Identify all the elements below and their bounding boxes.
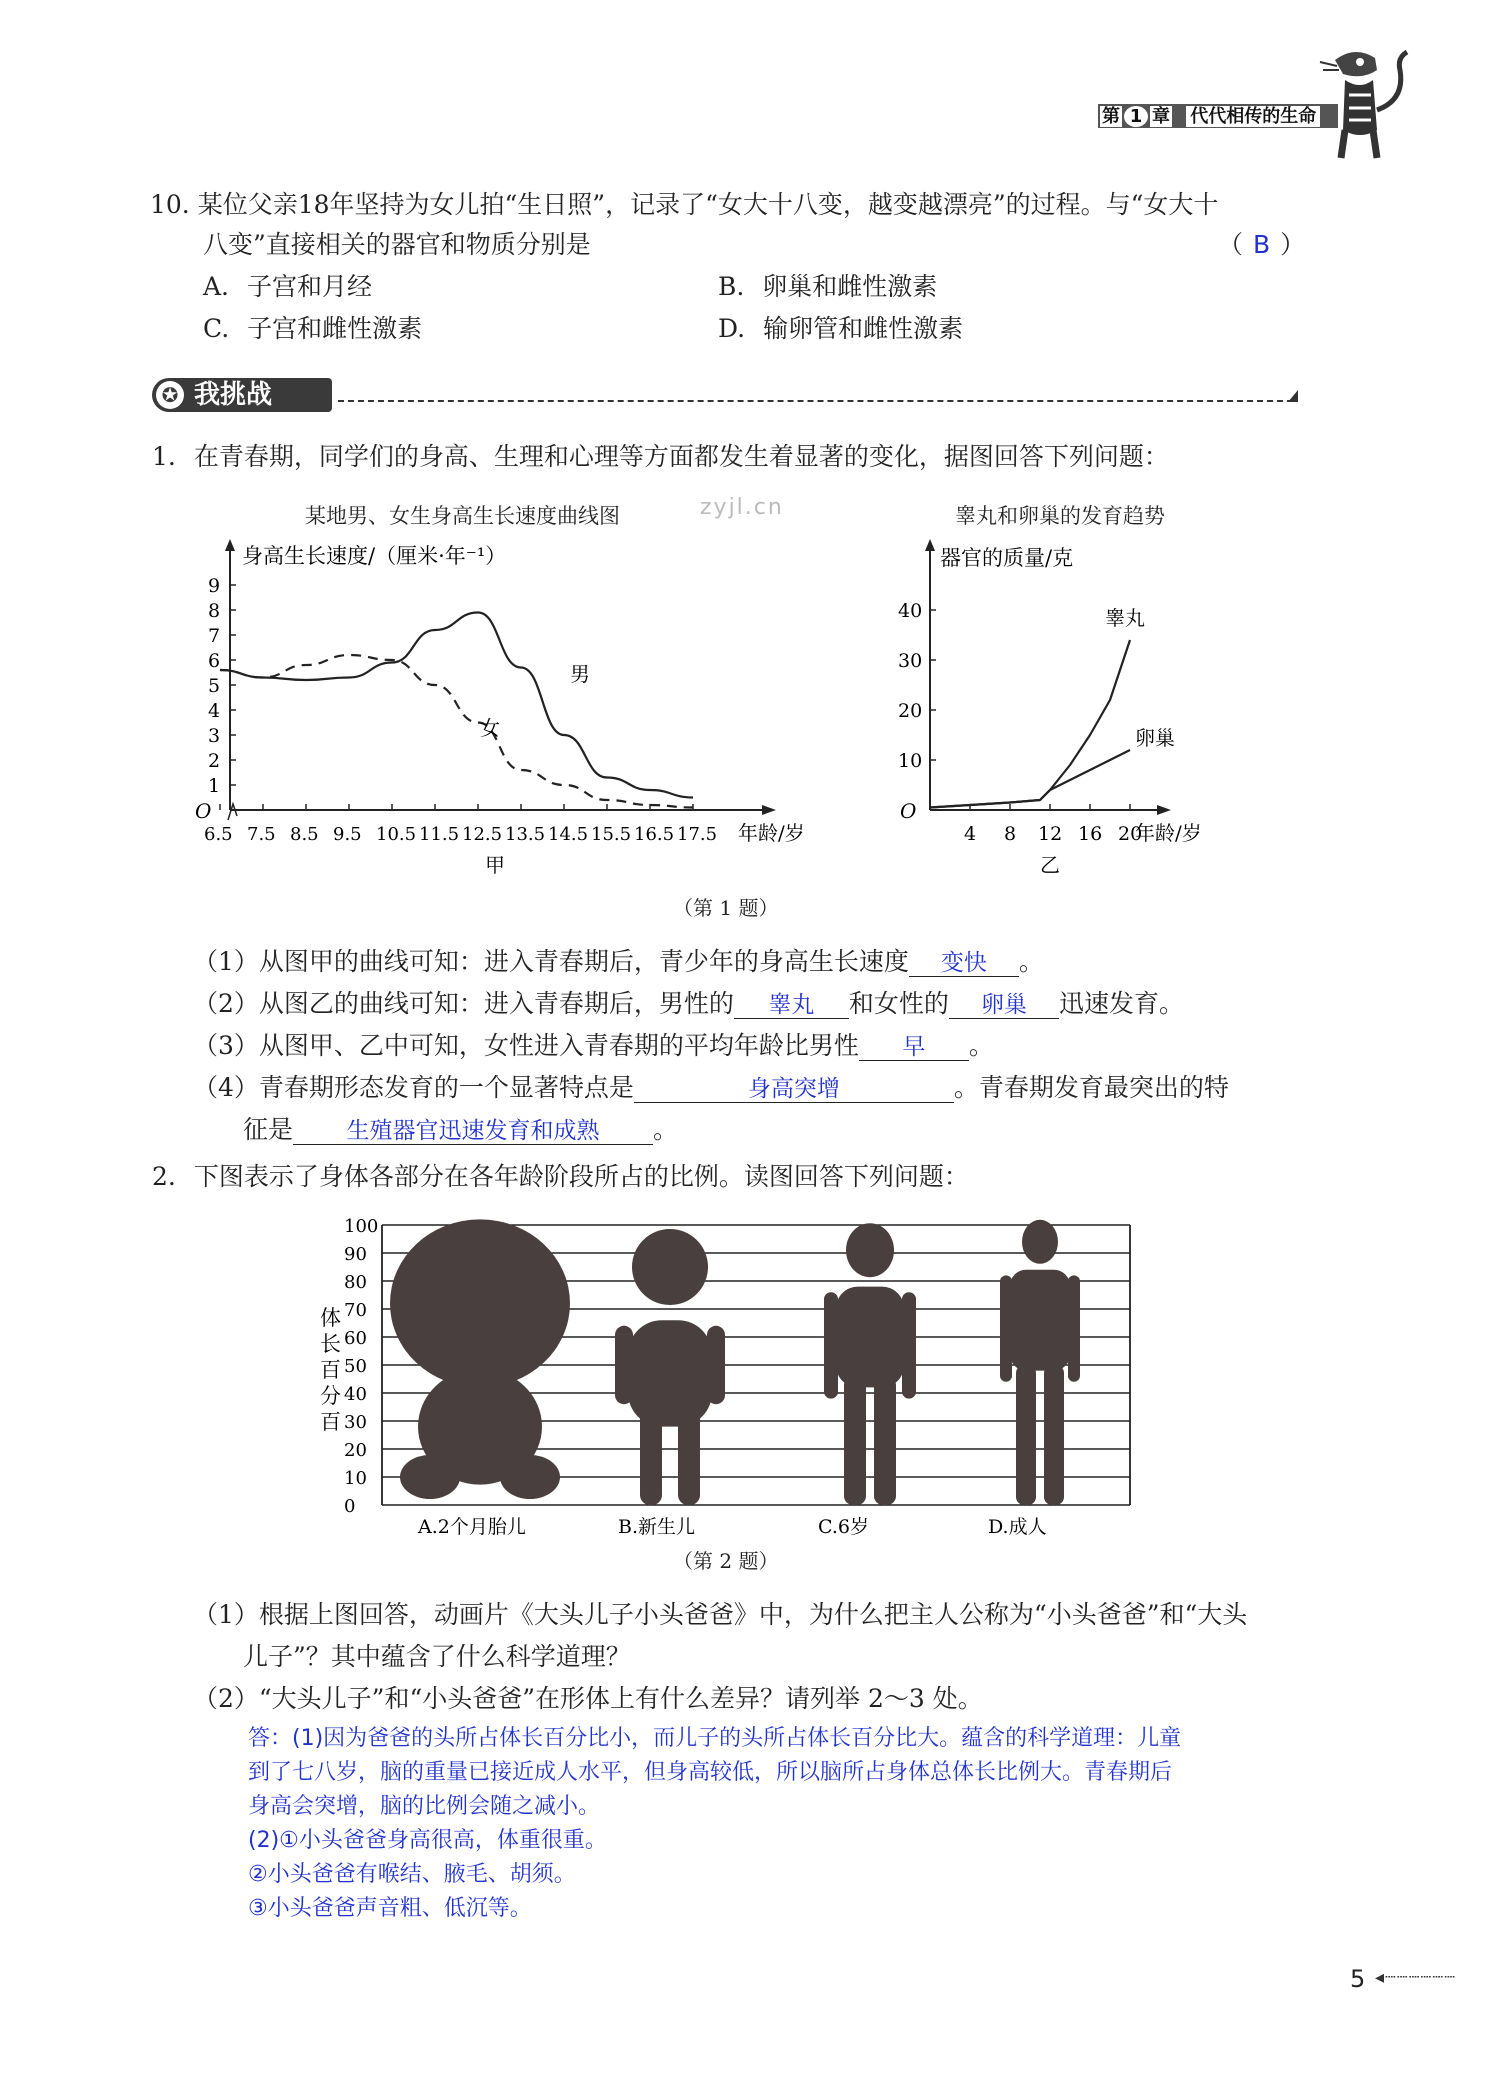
question-number: 10.	[150, 190, 190, 219]
x-tick-label: 9.5	[333, 824, 362, 845]
y-tick-label: 30	[898, 650, 923, 672]
y-tick-label: 5	[208, 675, 221, 697]
figure-2-caption: （第 2 题）	[673, 1549, 779, 1573]
y-tick-label: 40	[898, 600, 923, 622]
y-tick-label: 4	[208, 700, 221, 722]
q2-sub2: （2）“大头儿子”和“小头爸爸”在形体上有什么差异？请列举 2～3 处。	[193, 1684, 983, 1713]
section-header	[152, 378, 1302, 418]
chapter-number: 1	[1124, 106, 1148, 127]
y-axis-label: 身高生长速度/（厘米·年⁻¹）	[242, 544, 507, 568]
category-label: D.成人	[988, 1516, 1047, 1538]
watermark: zyjl.cn	[700, 495, 784, 520]
figure-child-head	[846, 1223, 894, 1277]
y-tick-label: 100	[344, 1216, 379, 1237]
y-axis-label-char: 长	[320, 1332, 341, 1356]
sub-text: 征是	[243, 1115, 294, 1144]
y-tick-label: 80	[344, 1272, 367, 1293]
option-text: 子宫和雌性激素	[247, 314, 423, 343]
sub-text: （3）从图甲、乙中可知，女性进入青春期的平均年龄比男性	[193, 1031, 859, 1060]
q1-sub3	[193, 1029, 994, 1063]
y-tick-label: 70	[344, 1300, 367, 1321]
section-title: 我挑战	[194, 380, 273, 410]
x-tick-label: 8.5	[290, 824, 319, 845]
question-2	[152, 1160, 969, 1194]
fill-blank: 生殖器官迅速发育和成熟	[293, 1118, 653, 1145]
series-line-testis	[930, 640, 1130, 808]
y-tick-label: 30	[344, 1412, 367, 1433]
chapter-prefix: 第	[1102, 106, 1120, 127]
figure-child-leg	[844, 1376, 866, 1505]
category-label: C.6岁	[818, 1516, 869, 1538]
answer-line: 到了七八岁，脑的重量已接近成人水平，但身高较低，所以脑所占身体总体长比例大。青春期后	[248, 1760, 1173, 1785]
option-text: 输卵管和雌性激素	[763, 314, 964, 343]
y-tick-label: 6	[208, 650, 221, 672]
y-axis-label-char: 分	[320, 1384, 341, 1408]
fill-blank: 早	[859, 1034, 969, 1061]
sub-text: （4）青春期形态发育的一个显著特点是	[193, 1073, 634, 1102]
x-tick-label: 10.5	[376, 824, 417, 845]
series-line-ovary	[930, 750, 1130, 808]
series-label-female: 女	[480, 716, 500, 740]
q1-sub1	[193, 945, 1044, 979]
sub-text: 。青春期发育最突出的特	[953, 1073, 1229, 1102]
sub-text: 。	[1018, 947, 1044, 976]
y-tick-label: 60	[344, 1328, 367, 1349]
q1-sub4	[193, 1071, 1229, 1105]
figure-adult-leg	[1016, 1365, 1036, 1505]
answer-bracket	[1218, 228, 1305, 262]
q2-answer	[248, 1722, 1181, 1926]
y-tick-label: 40	[344, 1384, 367, 1405]
figure-fetus-leg	[400, 1455, 460, 1499]
option-label: C.	[203, 314, 230, 343]
question-text: 在青春期，同学们的身高、生理和心理等方面都发生着显著的变化，据图回答下列问题：	[193, 442, 1169, 471]
figure-newborn-head	[632, 1229, 708, 1305]
answer-line: 答：(1)因为爸爸的头所占体长百分比小，而儿子的头所占体长百分比大。蕴含的科学道理：儿童	[248, 1726, 1182, 1751]
y-axis-label-char: 体	[320, 1306, 341, 1330]
tiger-mascot-icon	[1315, 40, 1415, 170]
x-tick-label: 4	[964, 823, 977, 845]
sub-text: （1）从图甲的曲线可知：进入青春期后，青少年的身高生长速度	[193, 947, 909, 976]
x-tick-label: 8	[1004, 823, 1017, 845]
chart-sublabel: 甲	[485, 853, 505, 877]
question-text: 下图表示了身体各部分在各年龄阶段所占的比例。读图回答下列问题：	[193, 1162, 969, 1191]
question-1	[152, 440, 1169, 474]
x-tick-label: 14.5	[548, 824, 589, 845]
y-tick-label: 20	[898, 700, 923, 722]
q1-sub2	[193, 987, 1184, 1021]
option-text: 子宫和月经	[246, 272, 372, 301]
x-axis-arrow	[1157, 805, 1171, 815]
option-a	[203, 270, 372, 304]
origin-label: O	[900, 799, 917, 823]
option-label: A.	[203, 272, 230, 301]
y-tick-label: 7	[208, 625, 221, 647]
figure-adult-arm	[1000, 1275, 1012, 1381]
question-text: 八变”直接相关的器官和物质分别是	[203, 230, 591, 259]
answer-line: ②小头爸爸有喉结、腋毛、胡须。	[248, 1862, 576, 1887]
q2-sub1-line2: 儿子”？其中蕴含了什么科学道理？	[243, 1642, 631, 1671]
section-divider-arrow	[1288, 390, 1298, 402]
chart-jia	[180, 535, 840, 895]
x-axis-label: 年龄/岁	[1135, 821, 1202, 845]
figure-adult-leg	[1044, 1365, 1064, 1505]
fill-blank: 身高突增	[634, 1076, 954, 1103]
y-axis-arrow	[225, 539, 235, 551]
chapter-header	[1100, 102, 1320, 130]
figure-fetus-head	[390, 1219, 570, 1387]
option-d	[718, 312, 963, 346]
sub-text: 。	[653, 1115, 679, 1144]
option-b	[718, 270, 937, 304]
x-tick-label: 20	[1118, 823, 1143, 845]
figure-newborn-arm	[707, 1326, 725, 1404]
origin-label: O	[195, 799, 212, 823]
bracket-close: ）	[1280, 230, 1306, 259]
figure-child-arm	[824, 1292, 838, 1398]
figure-newborn-leg	[640, 1410, 662, 1505]
question-10-line2	[203, 228, 591, 262]
page-number: 5	[1350, 1965, 1366, 1993]
chart-jia-title: 某地男、女生身高生长速度曲线图	[305, 504, 620, 528]
choice-answer: B	[1253, 230, 1271, 259]
q2-sub1: （1）根据上图回答，动画片《大头儿子小头爸爸》中，为什么把主人公称为“小头爸爸”和“大头	[193, 1600, 1248, 1629]
fill-blank: 变快	[909, 950, 1019, 977]
category-label: A.2个月胎儿	[418, 1516, 526, 1538]
figure-adult-body	[1010, 1270, 1070, 1371]
x-axis-label: 年龄/岁	[738, 821, 805, 845]
chart-body-proportion	[310, 1205, 1160, 1545]
y-axis-label-char: 百	[320, 1358, 341, 1382]
y-tick-label: 10	[898, 750, 923, 772]
answer-line: (2)①小头爸爸身高很高，体重很重。	[248, 1828, 607, 1853]
x-tick-label: 12.5	[462, 824, 503, 845]
x-axis-arrow	[762, 805, 776, 815]
answer-line: 身高会突增，脑的比例会随之减小。	[248, 1794, 601, 1819]
chapter-suffix: 章	[1152, 106, 1170, 127]
sub-text: （2）从图乙的曲线可知：进入青春期后，男性的	[193, 989, 734, 1018]
x-tick-label: 15.5	[591, 824, 632, 845]
x-tick-label: 16.5	[634, 824, 675, 845]
y-tick-label: 90	[344, 1244, 367, 1265]
question-number: 2.	[152, 1162, 176, 1191]
chart-yi-title: 睾丸和卵巢的发育趋势	[955, 504, 1165, 528]
y-axis-label: 器官的质量/克	[940, 546, 1074, 570]
y-tick-label: 1	[208, 775, 221, 797]
sub-text: 。	[968, 1031, 994, 1060]
figure-adult-head	[1022, 1220, 1058, 1264]
fill-blank: 睾丸	[734, 992, 849, 1019]
option-c	[203, 312, 422, 346]
question-text: 某位父亲18年坚持为女儿拍“生日照”，记录了“女大十八变，越变越漂亮”的过程。与“女大十	[197, 190, 1219, 219]
q1-sub4-line2	[243, 1113, 678, 1147]
figure-adult-arm	[1068, 1275, 1080, 1381]
x-tick-label: 12	[1038, 823, 1063, 845]
y-axis-label-char: 百	[320, 1410, 341, 1434]
y-tick-label: 0	[344, 1496, 356, 1517]
question-10	[150, 188, 1218, 222]
y-tick-label: 3	[208, 725, 221, 747]
figure-1-caption: （第 1 题）	[673, 896, 779, 920]
figure-child-leg	[874, 1376, 896, 1505]
chapter-title: 代代相传的生命	[1186, 106, 1320, 127]
bracket-open: （	[1218, 230, 1244, 259]
x-tick-label: 13.5	[505, 824, 546, 845]
y-tick-label: 10	[344, 1468, 367, 1489]
series-label-male: 男	[570, 662, 590, 686]
y-tick-label: 9	[208, 575, 221, 597]
figure-child-body	[836, 1287, 904, 1388]
chart-sublabel: 乙	[1040, 853, 1060, 877]
sub-text: 和女性的	[848, 989, 949, 1018]
y-tick-label: 20	[344, 1440, 367, 1461]
fill-blank: 卵巢	[949, 992, 1059, 1019]
figure-fetus-leg	[500, 1455, 560, 1499]
x-tick-label: 6.5	[204, 824, 233, 845]
x-tick-label: 17.5	[677, 824, 718, 845]
y-tick-label: 2	[208, 750, 221, 772]
option-text: 卵巢和雌性激素	[762, 272, 938, 301]
category-label: B.新生儿	[618, 1516, 696, 1538]
series-line-female	[220, 655, 693, 808]
figure-newborn-body	[628, 1320, 712, 1426]
figure-newborn-arm	[615, 1326, 633, 1404]
series-label-testis: 睾丸	[1105, 606, 1145, 630]
sub-text: 迅速发育。	[1058, 989, 1184, 1018]
x-tick-label: 7.5	[247, 824, 276, 845]
section-divider	[338, 400, 1293, 402]
footer-arrow-icon: ◂┈┈┈┈┈┈	[1375, 1967, 1457, 1988]
option-label: D.	[718, 314, 746, 343]
question-number: 1.	[152, 442, 176, 471]
chart-yi	[870, 535, 1290, 895]
series-label-ovary: 卵巢	[1135, 726, 1175, 750]
figure-newborn-leg	[678, 1410, 700, 1505]
x-tick-label: 11.5	[419, 824, 460, 845]
y-tick-label: 8	[208, 600, 221, 622]
y-axis-arrow	[925, 539, 935, 551]
lightbulb-icon: ✪	[156, 381, 184, 409]
x-tick-label: 16	[1078, 823, 1103, 845]
y-tick-label: 50	[344, 1356, 367, 1377]
option-label: B.	[718, 272, 745, 301]
figure-child-arm	[902, 1292, 916, 1398]
answer-line: ③小头爸爸声音粗、低沉等。	[248, 1896, 532, 1921]
